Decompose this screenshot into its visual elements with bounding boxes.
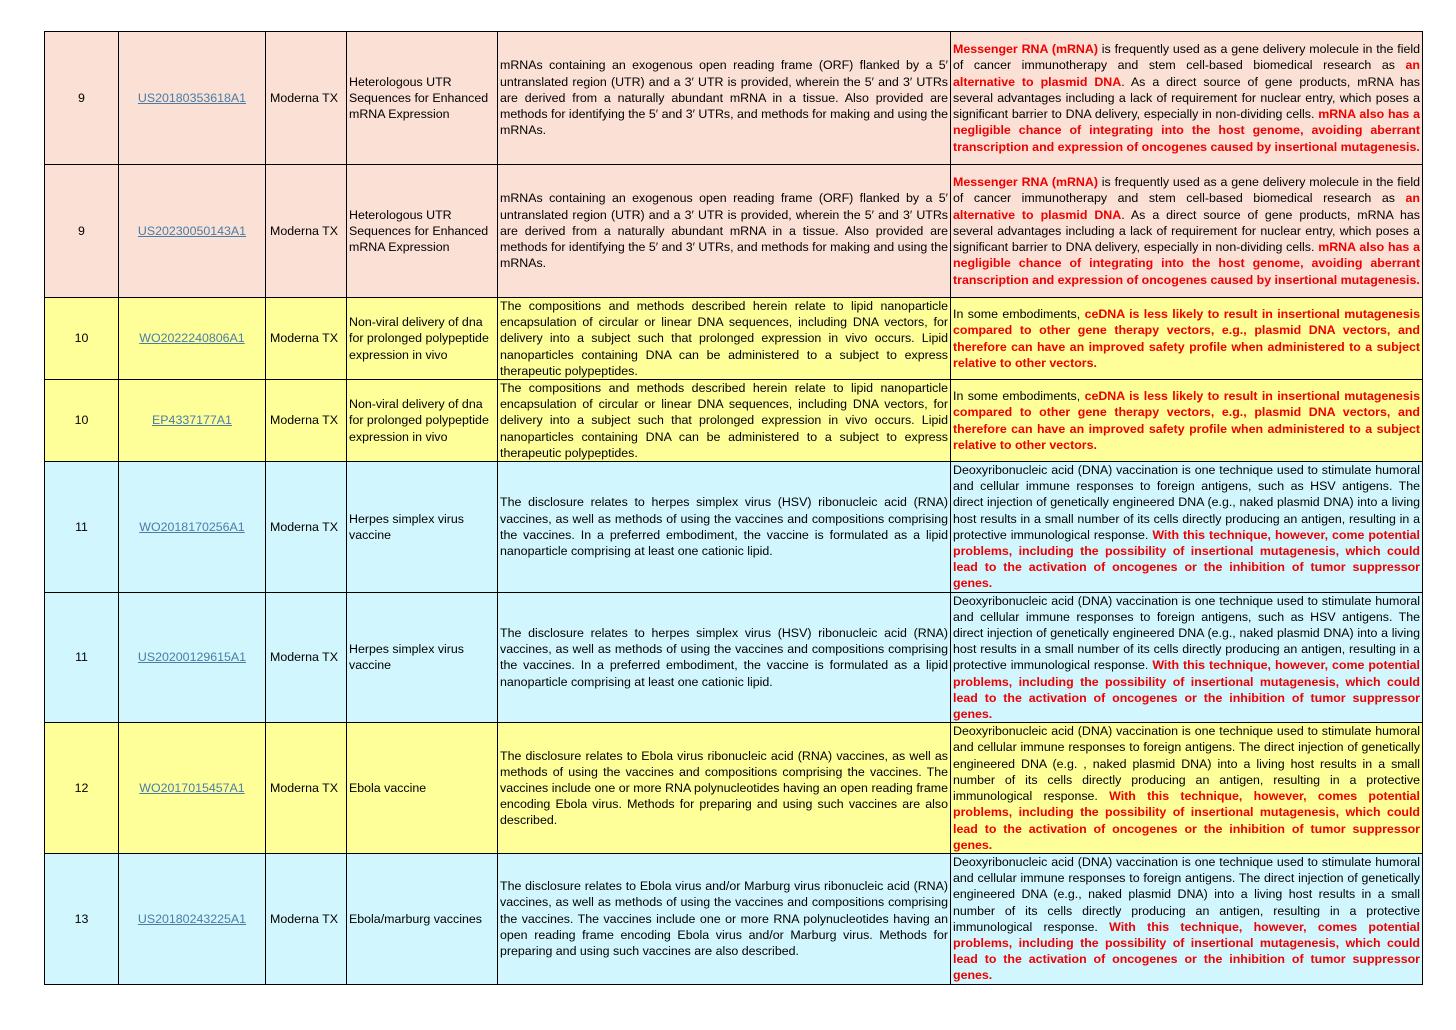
patent-link[interactable]: WO2018170256A1 [139,519,245,534]
quote-text: is frequently used as a gene delivery molecule in the field of cancer immunotherapy and stem cell-based biomedical research as [953,175,1420,206]
quote-highlight: mRNA also has a negligible chance of integrating into the host genome, avoiding aberrant transcription and expression of oncogenes caused by insertional mutagenesis. [953,240,1421,287]
row-number: 9 [45,165,119,298]
quote-text: In some embodiments, [953,389,1085,404]
quote-text: Deoxyribonucleic acid (DNA) vaccination is one technique used to stimulate humoral and cellular immune responses to foreign antigens. The direct injection of genetically engineered DNA (e.g. , naked plasmid DNA) into a living host results in a small number of its cells directly producing an antigen, resulting in a protective immunological response. [953,724,1420,804]
quote-cell [951,380,1423,462]
title-cell: Heterologous UTR Sequences for Enhanced mRNA Expression [347,32,498,165]
patent-link[interactable]: WO2022240806A1 [139,331,245,346]
quote-highlight: With this technique, however, comes potential problems, including the possibility of insertional mutagenesis, which could lead to the activation of oncogenes or the inhibition of tumor suppressor genes. [953,919,1421,983]
row-number: 13 [45,853,119,984]
quote-cell [951,298,1423,380]
quote-highlight: Messenger RNA (mRNA) [953,175,1098,190]
table-row [45,165,1423,298]
quote-cell [951,32,1423,165]
title-cell: Non-viral delivery of dna for prolonged polypeptide expression in vivo [347,380,498,462]
table-row [45,592,1423,723]
title-cell: Heterologous UTR Sequences for Enhanced mRNA Expression [347,165,498,298]
abstract-cell: The compositions and methods described herein relate to lipid nanoparticle encapsulation of circular or linear DNA sequences, including DNA vectors, for delivery into a subject such that prolonged expression in vivo occurs. Lipid nanoparticles containing DNA can be administered to a subject to express therapeutic polypeptides. [498,380,951,462]
quote-text: . As a direct source of gene products, mRNA has several advantages including a lack of requirement for nuclear entry, which poses a significant barrier to DNA delivery, especially in non-dividing cells. [953,74,1420,122]
patent-link[interactable]: US20230050143A1 [137,223,247,238]
quote-text: Deoxyribonucleic acid (DNA) vaccination is one technique used to stimulate humoral and cellular immune responses to foreign antigens, such as HSV antigens. The direct injection of genetically engineered DNA (e.g., naked plasmid DNA) into a living host results in a small number of its cells directly producing an antigen, resulting in a protective immunological response. [953,463,1420,542]
abstract-cell: The disclosure relates to Ebola virus ribonucleic acid (RNA) vaccines, as well as methods of using the vaccines and compositions comprising the vaccines. The vaccines include one or more RNA polynucleotides having an open reading frame encoding Ebola virus. Methods for preparing and using such vaccines are also described. [498,723,951,854]
abstract-cell: mRNAs containing an exogenous open reading frame (ORF) flanked by a 5′ untranslated region (UTR) and a 3′ UTR is provided, wherein the 5′ and 3′ UTRs are derived from a naturally abundant mRNA in a tissue. Also provided are methods for identifying the 5′ and 3′ UTRs, and methods for making and using the mRNAs. [498,32,951,165]
title-cell: Ebola vaccine [347,723,498,854]
title-cell: Non-viral delivery of dna for prolonged polypeptide expression in vivo [347,298,498,380]
company-cell: Moderna TX [266,592,347,723]
quote-highlight: With this technique, however, come potential problems, including the possibility of insertional mutagenesis, which could lead to the activation of oncogenes or the inhibition of tumor suppressor genes. [953,658,1420,722]
abstract-cell: The compositions and methods described herein relate to lipid nanoparticle encapsulation of circular or linear DNA sequences, including DNA vectors, for delivery into a subject such that prolonged expression in vivo occurs. Lipid nanoparticles containing DNA can be administered to a subject to express therapeutic polypeptides. [498,298,951,380]
quote-cell [951,592,1423,723]
row-number: 10 [45,380,119,462]
company-cell: Moderna TX [266,853,347,984]
table-row [45,32,1423,165]
quote-highlight: ceDNA is less likely to result in insertional mutagenesis compared to other gene therapy vectors, e.g., plasmid DNA vectors, and therefore can have an improved safety profile when administered to a subject relative to other vectors. [953,389,1420,452]
patent-link[interactable]: US20180243225A1 [137,911,247,926]
table-row [45,298,1423,380]
title-cell: Herpes simplex virus vaccine [347,592,498,723]
table-row [45,723,1423,854]
abstract-cell: The disclosure relates to Ebola virus and/or Marburg virus ribonucleic acid (RNA) vaccines, as well as methods of using the vaccines and compositions comprising the vaccines. The vaccines include one or more RNA polynucleotides having an open reading frame encoding Ebola virus and/or Marburg virus. Methods for preparing and using such vaccines are also described. [498,853,951,984]
company-cell: Moderna TX [266,32,347,165]
company-cell: Moderna TX [266,462,347,593]
quote-highlight: ceDNA is less likely to result in insertional mutagenesis compared to other gene therapy vectors, e.g., plasmid DNA vectors, and therefore can have an improved safety profile when administered to a subject relative to other vectors. [953,307,1420,370]
company-cell: Moderna TX [266,723,347,854]
patent-link[interactable]: US20200129615A1 [137,650,247,665]
quote-highlight: mRNA also has a negligible chance of integrating into the host genome, avoiding aberrant transcription and expression of oncogenes caused by insertional mutagenesis. [953,107,1421,154]
quote-cell [951,723,1423,854]
quote-cell [951,462,1423,593]
row-number: 9 [45,32,119,165]
quote-highlight: an alternative to plasmid DNA [953,58,1420,89]
patent-table [44,31,1423,985]
abstract-cell: The disclosure relates to herpes simplex virus (HSV) ribonucleic acid (RNA) vaccines, as well as methods of using the vaccines and compositions comprising the vaccines. In a preferred embodiment, the vaccine is formulated as a lipid nanoparticle comprising at least one cationic lipid. [498,592,951,723]
row-number: 10 [45,298,119,380]
abstract-cell: mRNAs containing an exogenous open reading frame (ORF) flanked by a 5′ untranslated region (UTR) and a 3′ UTR is provided, wherein the 5′ and 3′ UTRs are derived from a naturally abundant mRNA in a tissue. Also provided are methods for identifying the 5′ and 3′ UTRs, and methods for making and using the mRNAs. [498,165,951,298]
row-number: 12 [45,723,119,854]
company-cell: Moderna TX [266,380,347,462]
quote-highlight: With this technique, however, comes potential problems, including the possibility of insertional mutagenesis, which could lead to the activation of oncogenes or the inhibition of tumor suppressor genes. [953,789,1421,852]
patent-link[interactable]: WO2017015457A1 [139,780,245,795]
row-number: 11 [45,592,119,723]
title-cell: Herpes simplex virus vaccine [347,462,498,593]
table-row [45,462,1423,593]
quote-cell [951,853,1423,984]
patent-link[interactable]: EP4337177A1 [152,413,232,428]
row-number: 11 [45,462,119,593]
quote-highlight: Messenger RNA (mRNA) [953,42,1098,57]
quote-cell [951,165,1423,298]
table-row [45,380,1423,462]
company-cell: Moderna TX [266,165,347,298]
quote-text: . As a direct source of gene products, mRNA has several advantages including a lack of requirement for nuclear entry, which poses a significant barrier to DNA delivery, especially in non-dividing cells. [953,207,1420,255]
quote-text: Deoxyribonucleic acid (DNA) vaccination is one technique used to stimulate humoral and cellular immune responses to foreign antigens. The direct injection of genetically engineered DNA (e.g., naked plasmid DNA) into a living host results in a small number of its cells directly producing an antigen, resulting in a protective immunological response. [953,854,1420,934]
quote-highlight: an alternative to plasmid DNA [953,191,1420,222]
title-cell: Ebola/marburg vaccines [347,853,498,984]
quote-highlight: With this technique, however, come potential problems, including the possibility of insertional mutagenesis, which could lead to the activation of oncogenes or the inhibition of tumor suppressor genes. [953,527,1420,591]
company-cell: Moderna TX [266,298,347,380]
quote-text: is frequently used as a gene delivery molecule in the field of cancer immunotherapy and stem cell-based biomedical research as [953,42,1420,73]
quote-text: Deoxyribonucleic acid (DNA) vaccination is one technique used to stimulate humoral and cellular immune responses to foreign antigens, such as HSV antigens. The direct injection of genetically engineered DNA (e.g., naked plasmid DNA) into a living host results in a small number of its cells directly producing an antigen, resulting in a protective immunological response. [953,593,1420,673]
quote-text: In some embodiments, [953,307,1085,322]
abstract-cell: The disclosure relates to herpes simplex virus (HSV) ribonucleic acid (RNA) vaccines, as well as methods of using the vaccines and compositions comprising the vaccines. In a preferred embodiment, the vaccine is formulated as a lipid nanoparticle comprising at least one cationic lipid. [498,462,951,593]
table-row [45,853,1423,984]
patent-link[interactable]: US20180353618A1 [137,90,247,105]
